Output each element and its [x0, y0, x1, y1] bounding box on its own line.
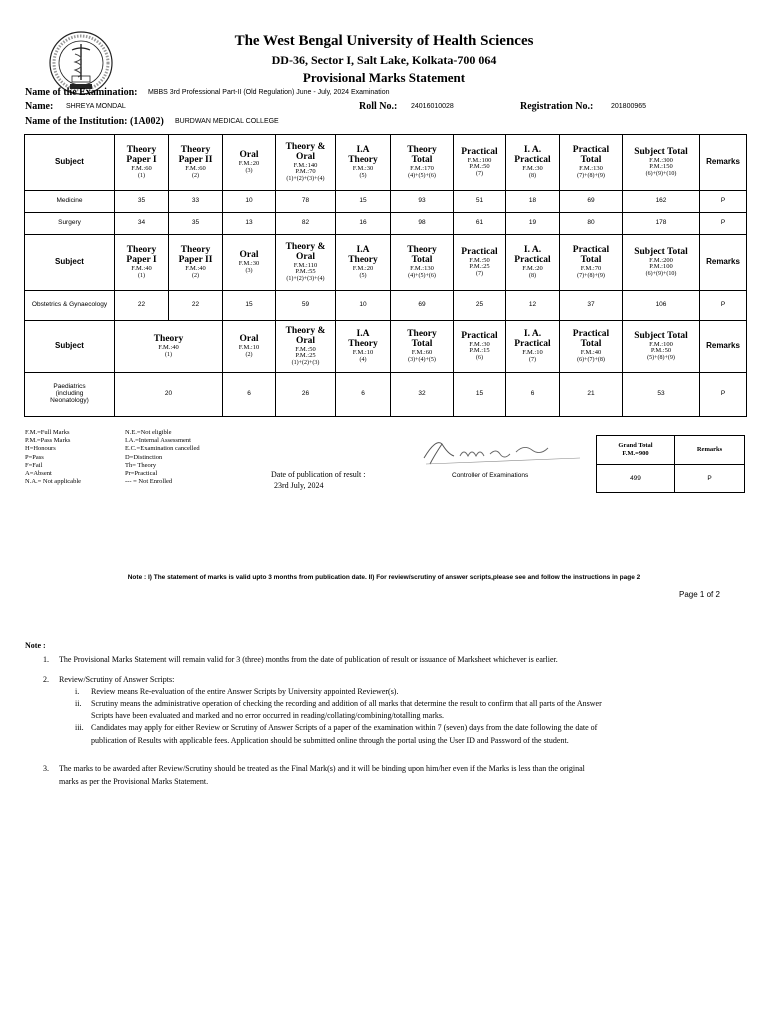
col-header: Theory Paper I F.M.:40 (1): [115, 235, 169, 291]
exam-label: Name of the Examination:: [25, 87, 138, 98]
legend-item: Pr=Practical: [125, 470, 158, 478]
remarks-cell: P: [700, 213, 747, 235]
remarks-header: Remarks: [700, 135, 747, 191]
mark-cell: 35: [169, 213, 223, 235]
mark-cell: 20: [115, 373, 223, 417]
mark-cell: 35: [115, 191, 169, 213]
mark-cell: 93: [391, 191, 454, 213]
col-header: Theory & Oral F.M.:110 P.M.:55 (1)+(2)+(3)+(4): [276, 235, 336, 291]
legend-col-1: [25, 429, 81, 486]
col-header: I. A. Practical F.M.:20 (8): [506, 235, 560, 291]
legend-item: I.A.=Internal Assessment: [125, 437, 191, 445]
note-text: The marks to be awarded after Review/Scrutiny should be treated as the Final Mark(s) and it will be binding upon him/her even if the Marks is less than the original: [59, 764, 585, 773]
col-header: Theory & Oral F.M.:50 P.M.:25 (1)+(2)+(3): [276, 321, 336, 373]
mark-cell: 178: [623, 213, 700, 235]
mark-cell: 12: [506, 291, 560, 321]
col-header: I.A Theory F.M.:30 (5): [336, 135, 391, 191]
note-text: Review means Re-evaluation of the entire Answer Scripts by University appointed Reviewer(s).: [91, 687, 399, 696]
mark-cell: 106: [623, 291, 700, 321]
subject-name: Paediatrics (including Neonatology): [25, 373, 115, 417]
marks-table: [24, 134, 747, 417]
note-text: Scrutiny means the administrative operation of checking the recording and addition of all marks that determine the result to confirm that all parts of the Answer: [91, 699, 602, 708]
mark-cell: 34: [115, 213, 169, 235]
institution-label: Name of the Institution: (1A002): [25, 116, 164, 127]
col-header: Theory Paper I F.M.:60 (1): [115, 135, 169, 191]
mark-cell: 22: [115, 291, 169, 321]
col-header: Subject Total F.M.:300 P.M.:150 (6)+(9)+(10): [623, 135, 700, 191]
mark-cell: 15: [454, 373, 506, 417]
col-header: Theory & Oral F.M.:140 P.M.:70 (1)+(2)+(3)+(4): [276, 135, 336, 191]
mark-cell: 22: [169, 291, 223, 321]
mark-cell: 37: [560, 291, 623, 321]
publication-label: Date of publication of result :: [271, 470, 366, 479]
grand-total-table: [596, 435, 745, 493]
mark-cell: 18: [506, 191, 560, 213]
mark-cell: 61: [454, 213, 506, 235]
mark-cell: 59: [276, 291, 336, 321]
grand-total-remarks-header: Remarks: [675, 436, 745, 465]
col-header: Oral F.M.:10 (2): [223, 321, 276, 373]
page-number: Page 1 of 2: [679, 590, 720, 599]
mark-cell: 98: [391, 213, 454, 235]
remarks-cell: P: [700, 373, 747, 417]
col-header: Theory F.M.:40 (1): [115, 321, 223, 373]
grand-total-header: Grand Total F.M.=900: [597, 436, 675, 465]
mark-cell: 21: [560, 373, 623, 417]
name-value: SHREYA MONDAL: [66, 103, 126, 110]
registration-label: Registration No.:: [520, 101, 594, 112]
mark-cell: 32: [391, 373, 454, 417]
mark-cell: 10: [336, 291, 391, 321]
legend-col-2: [125, 429, 200, 486]
col-header: I.A Theory F.M.:20 (5): [336, 235, 391, 291]
col-header: I. A. Practical F.M.:30 (8): [506, 135, 560, 191]
mark-cell: 82: [276, 213, 336, 235]
col-header: Theory Paper II F.M.:40 (2): [169, 235, 223, 291]
mark-cell: 6: [336, 373, 391, 417]
col-header: Practical F.M.:50 P.M.:25 (7): [454, 235, 506, 291]
col-header: Theory Total F.M.:130 (4)+(5)+(6): [391, 235, 454, 291]
col-header: Practical F.M.:100 P.M.:50 (7): [454, 135, 506, 191]
note-text: marks as per the Provisional Marks Statement.: [59, 777, 209, 786]
institution-value: BURDWAN MEDICAL COLLEGE: [175, 118, 279, 125]
legend-item: F.M.=Full Marks: [25, 429, 70, 436]
mark-cell: 13: [223, 213, 276, 235]
legend-item: P.M.=Pass Marks: [25, 437, 71, 445]
col-header: Practical Total F.M.:70 (7)+(8)+(9): [560, 235, 623, 291]
publication-date: 23rd July, 2024: [274, 481, 324, 490]
registration-value: 201800965: [611, 103, 647, 110]
header-row-group1: [25, 135, 747, 191]
table-row: [25, 373, 747, 417]
table-row: [25, 291, 747, 321]
mark-cell: 15: [336, 191, 391, 213]
legend-item: N.E.=Not eligible: [125, 429, 172, 436]
subject-header: Subject: [25, 135, 115, 191]
col-header: Oral F.M.:30 (3): [223, 235, 276, 291]
remarks-cell: P: [700, 291, 747, 321]
col-header: Theory Total F.M.:60 (3)+(4)+(5): [391, 321, 454, 373]
grand-total-remarks: P: [675, 465, 745, 493]
mark-cell: 80: [560, 213, 623, 235]
mark-cell: 69: [560, 191, 623, 213]
exam-value: MBBS 3rd Professional Part-II (Old Regulation) June - July, 2024 Examination: [148, 89, 390, 96]
col-header: Practical F.M.:30 P.M.:15 (6): [454, 321, 506, 373]
mark-cell: 26: [276, 373, 336, 417]
note-number: 1.: [43, 655, 49, 664]
note-number: 2.: [43, 675, 49, 684]
remarks-cell: P: [700, 191, 747, 213]
subject-name: Surgery: [25, 213, 115, 235]
table-row: [25, 213, 747, 235]
table-row: [25, 191, 747, 213]
note-number: i.: [75, 687, 80, 696]
roll-value: 24016010028: [411, 103, 454, 110]
university-address: DD-36, Sector I, Salt Lake, Kolkata-700 064: [271, 53, 497, 67]
legend-item: Th= Theory: [125, 461, 157, 469]
mark-cell: 69: [391, 291, 454, 321]
mark-cell: 162: [623, 191, 700, 213]
legend-item: F=Fail: [25, 461, 43, 469]
note-number: 3.: [43, 764, 49, 773]
legend-item: A=Absent: [25, 470, 52, 478]
mark-cell: 78: [276, 191, 336, 213]
mark-cell: 19: [506, 213, 560, 235]
mark-cell: 51: [454, 191, 506, 213]
legend-item: P=Pass: [25, 453, 44, 461]
controller-signature: [420, 434, 585, 470]
mark-cell: 25: [454, 291, 506, 321]
col-header: I. A. Practical F.M.:10 (7): [506, 321, 560, 373]
col-header: I.A Theory F.M.:10 (4): [336, 321, 391, 373]
subject-header: Subject: [25, 235, 115, 291]
legend-item: E.C.=Examination cancelled: [125, 445, 200, 453]
subject-name: Medicine: [25, 191, 115, 213]
mark-cell: 6: [223, 373, 276, 417]
legend-item: H=Honours: [25, 445, 56, 453]
mark-cell: 6: [506, 373, 560, 417]
note-text: The Provisional Marks Statement will remain valid for 3 (three) months from the date of publication of result or issuance of Marksheet whichever is earlier.: [59, 655, 558, 664]
name-label: Name:: [25, 101, 54, 112]
subject-header: Subject: [25, 321, 115, 373]
col-header: Practical Total F.M.:130 (7)+(8)+(9): [560, 135, 623, 191]
note-text: Review/Scrutiny of Answer Scripts:: [59, 675, 175, 684]
mark-cell: 53: [623, 373, 700, 417]
validity-note: Note : I) The statement of marks is valid upto 3 months from publication date. II) For review/scrutiny of answer scripts,please see and follow the instructions in page 2: [127, 574, 641, 581]
legend-item: N.A.= Not applicable: [25, 478, 82, 486]
col-header: Oral F.M.:20 (3): [223, 135, 276, 191]
col-header: Practical Total F.M.:40 (6)+(7)+(8): [560, 321, 623, 373]
note-number: iii.: [75, 723, 84, 732]
note-text: Scripts have been evaluated and marked and no error occurred in reading/collating/combining/totalling marks.: [91, 711, 444, 720]
remarks-header: Remarks: [700, 321, 747, 373]
header-row-group2: [25, 235, 747, 291]
statement-title: Provisional Marks Statement: [302, 70, 466, 85]
header-row-group3: [25, 321, 747, 373]
note-text: Candidates may apply for either Review or Scrutiny of Answer Scripts of a paper of the examination within 7 (seven) days from the date following the date of: [91, 723, 598, 732]
note-text: publication of Results with applicable fees. Application should be submitted online through the portal using the User ID and Password of the student.: [91, 736, 569, 745]
remarks-header: Remarks: [700, 235, 747, 291]
legend-item: D=Distinction: [125, 453, 163, 461]
notes-title: Note :: [25, 641, 46, 650]
controller-label: Controller of Examinations: [452, 472, 529, 479]
col-header: Theory Paper II F.M.:60 (2): [169, 135, 223, 191]
grand-total-value: 499: [597, 465, 675, 493]
col-header: Subject Total F.M.:100 P.M.:50 (5)+(8)+(9): [623, 321, 700, 373]
university-name: The West Bengal University of Health Sciences: [234, 33, 534, 49]
mark-cell: 33: [169, 191, 223, 213]
col-header: Theory Total F.M.:170 (4)+(5)+(6): [391, 135, 454, 191]
mark-cell: 16: [336, 213, 391, 235]
col-header: Subject Total F.M.:200 P.M.:100 (6)+(9)+(10): [623, 235, 700, 291]
subject-name: Obstetrics & Gynaecology: [25, 291, 115, 321]
mark-cell: 10: [223, 191, 276, 213]
mark-cell: 15: [223, 291, 276, 321]
note-number: ii.: [75, 699, 82, 708]
legend-item: --- = Not Enrolled: [125, 478, 173, 486]
roll-label: Roll No.:: [359, 101, 398, 112]
